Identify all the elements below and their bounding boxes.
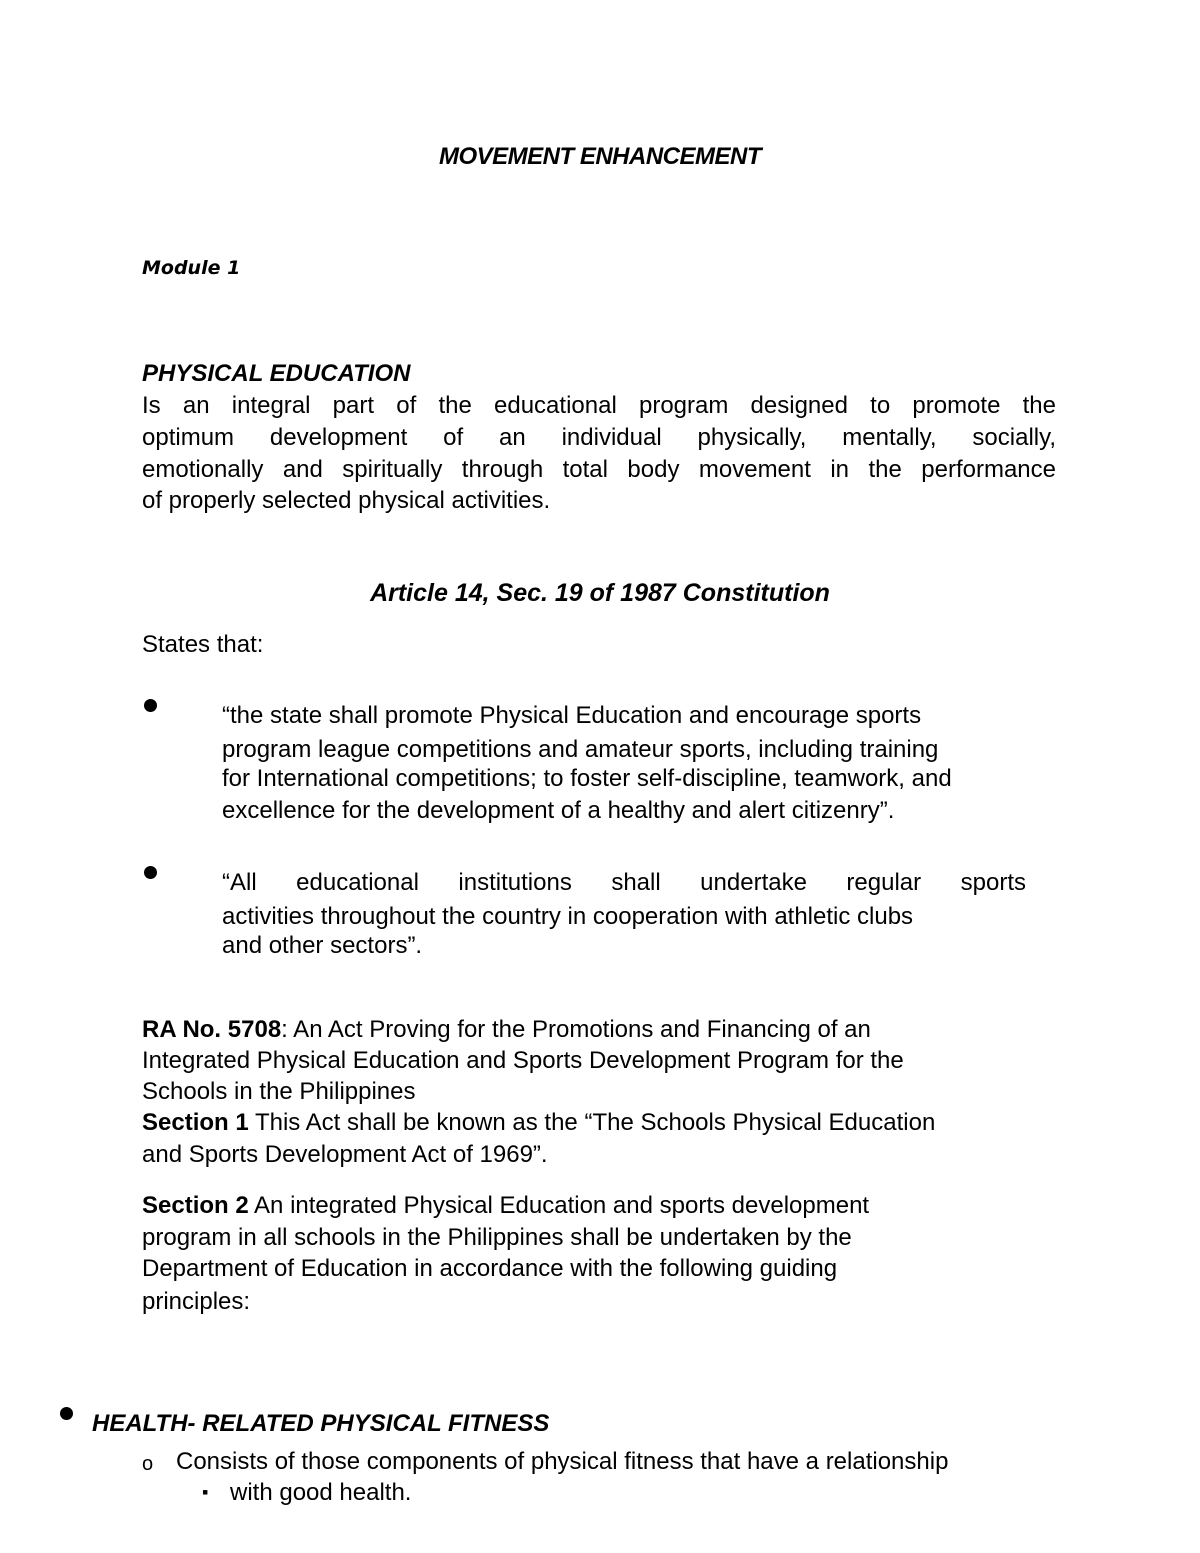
document-title: MOVEMENT ENHANCEMENT <box>438 143 761 170</box>
ra-line: Schools in the Philippines <box>142 1078 416 1105</box>
quote-line: “All educational institutions shall undertake regular sports <box>222 869 1026 896</box>
circle-bullet-icon: o <box>142 1453 154 1475</box>
bullet-icon <box>144 699 157 712</box>
pe-line: of properly selected physical activities. <box>142 487 551 514</box>
fitness-subsub-line: with good health. <box>230 1479 412 1506</box>
quote-line: program league competitions and amateur sports, including training <box>222 736 939 763</box>
section1-label: Section 1 <box>142 1109 249 1136</box>
quote-line: for International competitions; to foster self-discipline, teamwork, and <box>222 765 952 792</box>
square-bullet-icon: ▪ <box>202 1482 209 1502</box>
bullet-icon <box>144 866 157 879</box>
section2-line <box>142 1192 869 1220</box>
fitness-heading: HEALTH- RELATED PHYSICAL FITNESS <box>92 1410 550 1437</box>
section2-line: Department of Education in accordance with the following guiding <box>142 1255 838 1282</box>
pe-line: optimum development of an individual physically, mentally, socially, <box>142 424 1056 451</box>
ra-line <box>142 1016 871 1044</box>
module-label: Module 1 <box>142 257 241 279</box>
quote-line: and other sectors”. <box>222 932 423 959</box>
quote-line: excellence for the development of a healthy and alert citizenry”. <box>222 797 895 824</box>
section1-text: This Act shall be known as the “The Schools Physical Education <box>248 1109 936 1136</box>
section2-label: Section 2 <box>142 1192 249 1219</box>
ra-label: RA No. 5708 <box>142 1016 282 1043</box>
section1-line <box>142 1109 935 1137</box>
quote-line: activities throughout the country in cooperation with athletic clubs <box>222 903 914 930</box>
pe-line: Is an integral part of the educational program designed to promote the <box>142 392 1056 419</box>
states-that: States that: <box>142 631 264 658</box>
ra-text: : An Act Proving for the Promotions and Financing of an <box>281 1016 871 1043</box>
article-heading: Article 14, Sec. 19 of 1987 Constitution <box>370 579 830 607</box>
fitness-sub-line: Consists of those components of physical fitness that have a relationship <box>176 1448 949 1475</box>
section2-line: program in all schools in the Philippines shall be undertaken by the <box>142 1224 852 1251</box>
section2-line: principles: <box>142 1288 251 1315</box>
pe-line: emotionally and spiritually through total body movement in the performance <box>142 456 1056 483</box>
quote-line: “the state shall promote Physical Education and encourage sports <box>222 702 922 729</box>
section2-text: An integrated Physical Education and sports development <box>248 1192 870 1219</box>
pe-heading: PHYSICAL EDUCATION <box>142 360 411 387</box>
bullet-icon <box>60 1407 73 1420</box>
section1-line: and Sports Development Act of 1969”. <box>142 1141 548 1168</box>
ra-line: Integrated Physical Education and Sports Development Program for the <box>142 1047 904 1074</box>
